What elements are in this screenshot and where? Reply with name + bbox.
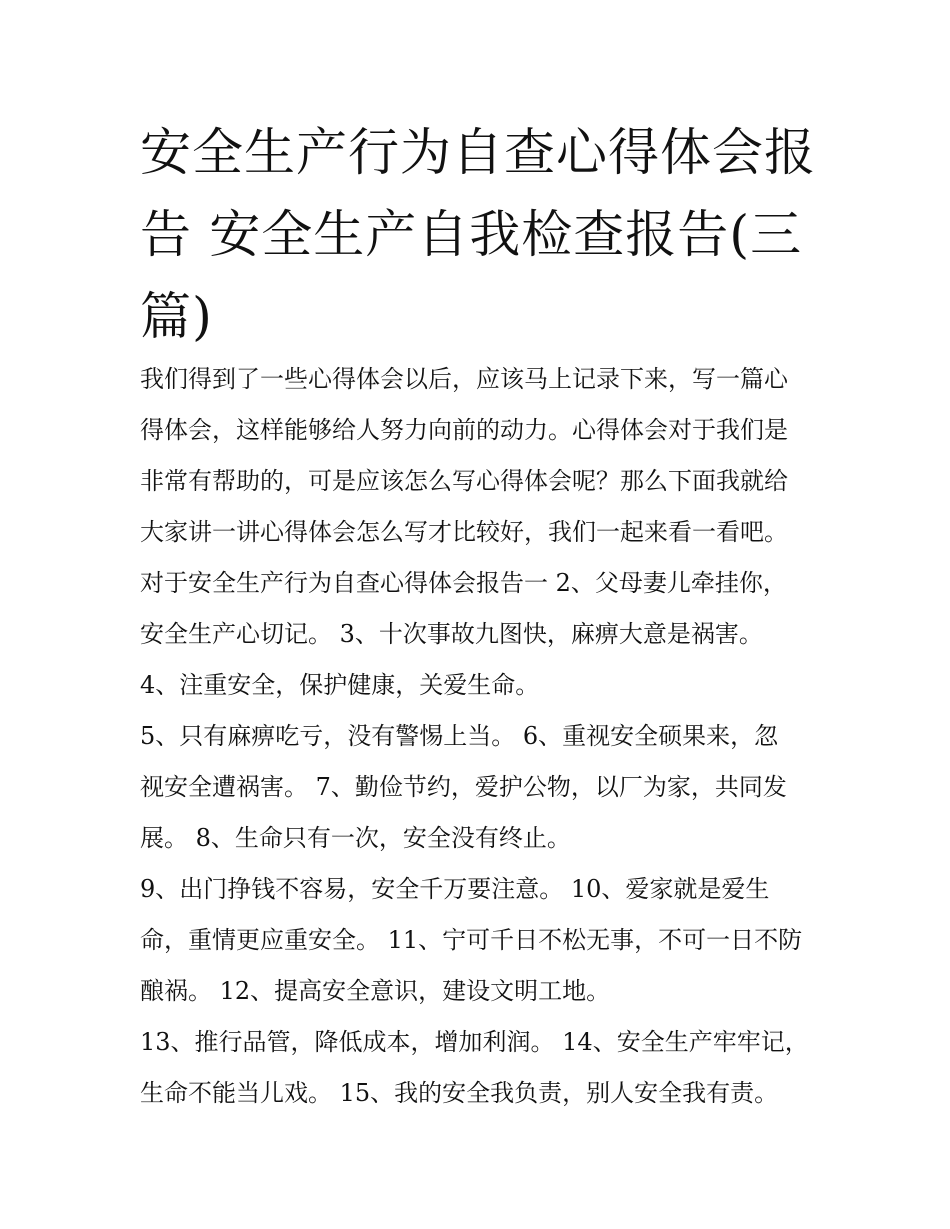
text-line: 我们得到了一些心得体会以后，应该马上记录下来，写一篇心 — [140, 365, 788, 393]
text-line: 对于安全生产行为自查心得体会报告一 2、父母妻儿牵挂你， — [140, 569, 787, 597]
text-line: 得体会，这样能够给人努力向前的动力。心得体会对于我们是 — [140, 416, 788, 444]
slogan-paragraph — [140, 1017, 830, 1119]
text-line: 视安全遭祸害。 7、勤俭节约，爱护公物，以厂为家，共同发 — [140, 773, 787, 801]
text-line: 非常有帮助的，可是应该怎么写心得体会呢？那么下面我就给 — [140, 467, 788, 495]
document-title — [140, 113, 820, 359]
title-line: 安全生产行为自查心得体会报 — [140, 124, 817, 183]
text-line: 9、出门挣钱不容易，安全千万要注意。 10、爱家就是爱生 — [140, 875, 770, 903]
text-line: 13、推行品管，降低成本，增加利润。 14、安全生产牢牢记， — [140, 1028, 809, 1056]
text-line: 展。 8、生命只有一次，安全没有终止。 — [140, 824, 571, 852]
text-line: 大家讲一讲心得体会怎么写才比较好，我们一起来看一看吧。 — [140, 518, 788, 546]
title-line: 篇) — [140, 288, 213, 347]
intro-paragraph — [140, 354, 830, 660]
text-line: 生命不能当儿戏。 15、我的安全我负责，别人安全我有责。 — [140, 1079, 779, 1107]
title-line: 告 安全生产自我检查报告(三 — [140, 206, 803, 265]
text-line: 安全生产心切记。 3、十次事故九图快，麻痹大意是祸害。 — [140, 620, 763, 648]
document-body — [140, 354, 830, 1119]
slogan-paragraph — [140, 711, 830, 864]
text-line: 命，重情更应重安全。 11、宁可千日不松无事，不可一日不防 — [140, 926, 803, 954]
text-line: 5、只有麻痹吃亏，没有警惕上当。 6、重视安全硕果来，忽 — [140, 722, 779, 750]
text-line: 酿祸。 12、提高安全意识，建设文明工地。 — [140, 977, 611, 1005]
slogan-paragraph — [140, 864, 830, 1017]
text-line: 4、注重安全，保护健康，关爱生命。 — [140, 671, 540, 699]
slogan-paragraph — [140, 660, 830, 711]
